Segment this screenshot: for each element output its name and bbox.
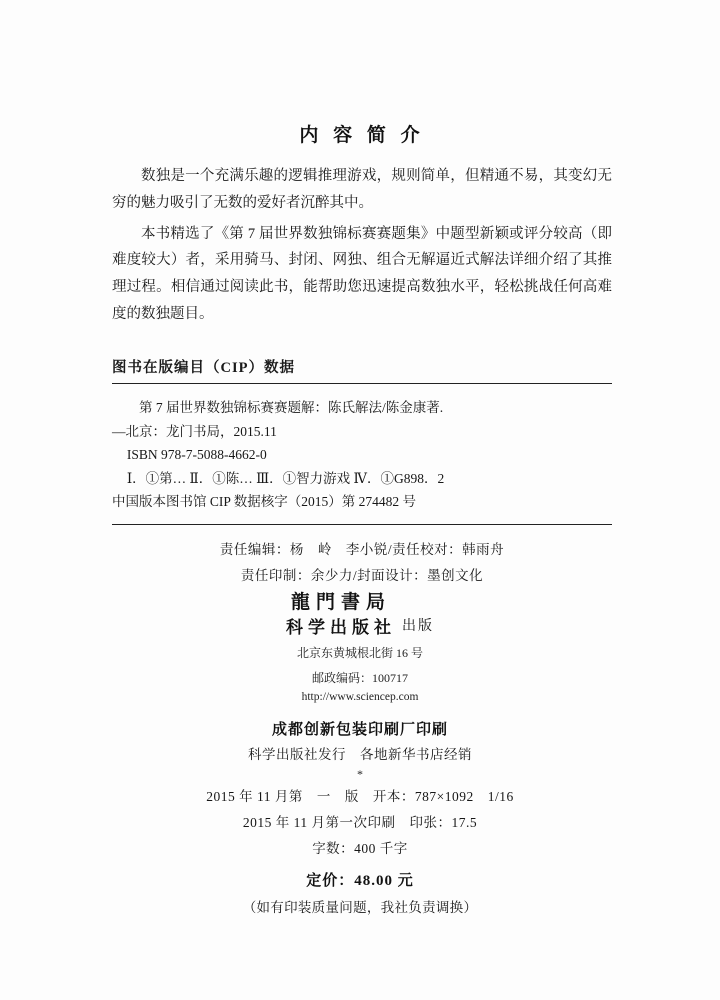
publisher-printer: 成都创新包装印刷厂印刷 (271, 721, 448, 738)
publisher-postcode: 邮政编码：100717 (311, 670, 408, 685)
page-content (112, 120, 612, 588)
spec-printing-line: 2015 年 11 月第一次印刷 印张：17.5 (242, 815, 478, 831)
decorative-star: * (357, 766, 363, 781)
spec-edition-line: 2015 年 11 月第 一 版 开本：787×1092 1/16 (206, 788, 514, 804)
cip-line-imprint: —北京：龙门书局，2015.11 (112, 423, 277, 439)
publisher-distributor: 科学出版社发行 各地新华书店经销 (248, 746, 472, 762)
cip-line-title: 第 7 届世界数独锦标赛赛题解：陈氏解法/陈金康著. (139, 399, 444, 415)
summary-paragraph-2: 本书精选了《第 7 届世界数独锦标赛赛题集》中题型新颖或评分较高（即难度较大）者，采用骑马、封闭、网独、组合无解逼近式解法详细介绍了其推理过程。相信通过阅读此书，能帮助您迅速提高数独水平，轻松挑战任何高难度的数独题目。 (112, 225, 612, 323)
publisher-name-stack (286, 590, 396, 639)
cip-section (112, 356, 612, 525)
publisher-name-main: 龍門書局 (290, 592, 391, 613)
cip-line-classification: Ⅰ．①第… Ⅱ．①陈… Ⅲ．①智力游戏 Ⅳ．①G898．2 (126, 470, 445, 486)
publisher-logo-row (0, 590, 720, 639)
summary-section (112, 120, 612, 328)
credit-editor-line: 责任编辑：杨 岭 李小锐/责任校对：韩雨舟 (219, 542, 505, 557)
cip-body (112, 384, 612, 525)
spec-wordcount-line: 字数：400 千字 (312, 841, 408, 857)
credit-production-line: 责任印制：余少力/封面设计：墨创文化 (240, 567, 484, 583)
publisher-section (0, 590, 720, 916)
publisher-publish-label: 出版 (402, 619, 434, 635)
price-line: 定价：48.00 元 (306, 872, 414, 889)
cip-line-cip-number: 中国版本图书馆 CIP 数据核字（2015）第 274482 号 (112, 494, 417, 510)
cip-heading: 图书在版编目（CIP）数据 (112, 356, 612, 384)
credits-section (112, 537, 612, 588)
cip-line-isbn: ISBN 978-7-5088-4662-0 (126, 447, 267, 463)
quality-note: （如有印装质量问题，我社负责调换） (242, 899, 478, 915)
summary-title: 内 容 简 介 (299, 125, 425, 146)
publisher-address: 北京东黄城根北街 16 号 (296, 646, 423, 661)
summary-paragraph-1: 数独是一个充满乐趣的逻辑推理游戏，规则简单，但精通不易，其变幻无穷的魅力吸引了无数的爱好者沉醉其中。 (112, 168, 612, 211)
publisher-url: http://www.sciencep.com (301, 691, 419, 704)
publisher-name-sub: 科学出版社 (286, 617, 396, 637)
